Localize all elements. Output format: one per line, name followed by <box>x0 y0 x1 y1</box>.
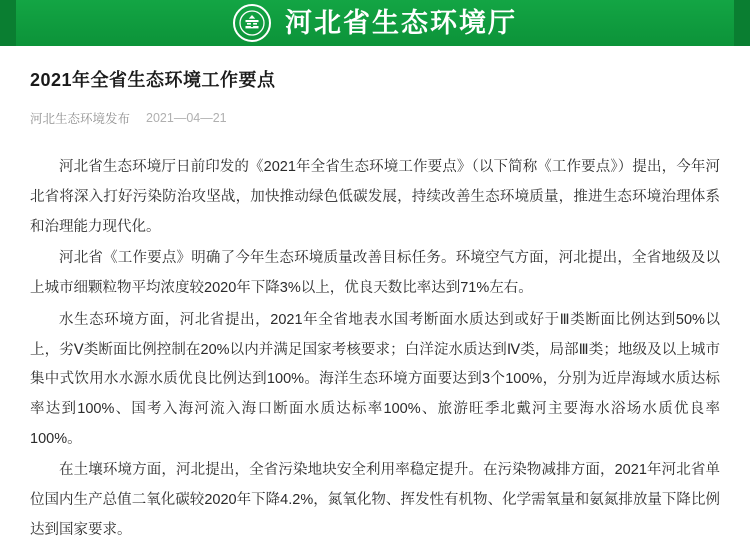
article-body-container <box>0 68 750 546</box>
banner-edge-right <box>734 0 750 46</box>
article-date: 2021—04—21 <box>146 111 227 126</box>
article-meta <box>30 109 720 127</box>
page-title: 2021年全省生态环境工作要点 <box>30 70 276 90</box>
banner-edge-left <box>0 0 16 46</box>
article-paragraph: 河北省生态环境厅日前印发的《2021年全省生态环境工作要点》（以下简称《工作要点》）提出，今年河北省将深入打好污染防治攻坚战，加快推动绿色低碳发展，持续改善生态环境质量，推进生态环境治理体系和治理能力现代化。 <box>30 159 720 235</box>
article-paragraph: 水生态环境方面，河北省提出，2021年全省地表水国考断面水质达到或好于Ⅲ类断面比例达到50%以上，劣Ⅴ类断面比例控制在20%以内并满足国家考核要求；白洋淀水质达到Ⅳ类，局部Ⅲ类；地级及以上城市集中式饮用水水源水质优良比例达到100%。海洋生态环境方面要达到3个100%，分别为近岸海域水质达标率达到100%、国考入海河流入海口断面水质达标率100%、旅游旺季北戴河主要海水浴场水质优良率100%。 <box>30 311 720 447</box>
site-banner <box>0 0 750 46</box>
banner-title: 河北省生态环境厅 <box>285 7 517 38</box>
article-paragraph: 河北省《工作要点》明确了今年生态环境质量改善目标任务。环境空气方面，河北提出，全省地级及以上城市细颗粒物平均浓度较2020年下降3%以上，优良天数比率达到71%左右。 <box>30 250 720 297</box>
government-emblem-icon <box>233 4 271 42</box>
article-paragraph: 在土壤环境方面，河北提出，全省污染地块安全利用率稳定提升。在污染物减排方面，2021年河北省单位国内生产总值二氧化碳较2020年下降4.2%，氮氧化物、挥发性有机物、化学需氧量和氨氮排放量下降比例达到国家要求。 <box>30 462 720 538</box>
banner-content <box>233 4 517 42</box>
article-source: 河北生态环境发布 <box>30 112 131 127</box>
article-text <box>30 153 720 545</box>
